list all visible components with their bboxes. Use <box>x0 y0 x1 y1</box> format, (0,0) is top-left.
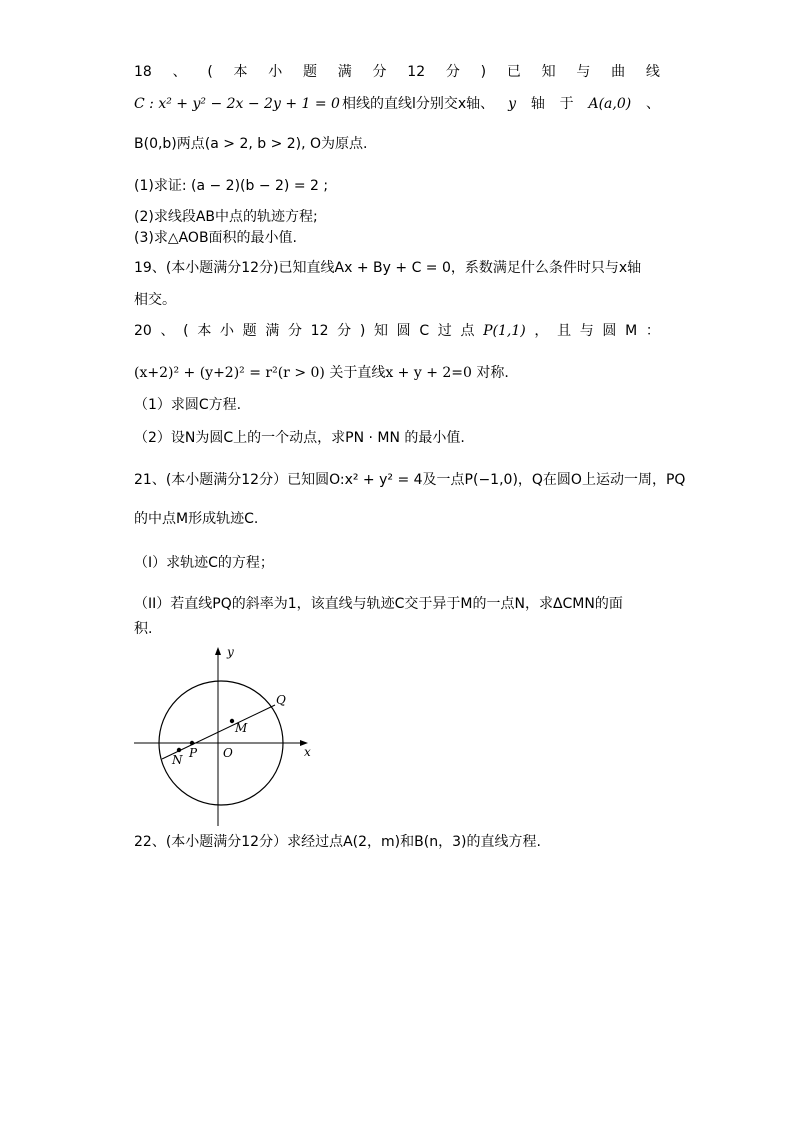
label-n: N <box>172 753 183 767</box>
q18-token: 分 <box>372 64 387 80</box>
label-p: P <box>189 746 198 760</box>
q20-token: ： <box>645 323 660 339</box>
q18-token: ( <box>207 64 213 80</box>
q20-token: 分 <box>288 323 302 339</box>
q20-token: 知 <box>373 323 388 339</box>
q18-part1: (1)求证: (a − 2)(b − 2) = 2 ; <box>134 178 329 194</box>
q20-token: 与 <box>579 323 594 339</box>
point-n <box>177 748 181 752</box>
q20-token: C <box>419 323 430 339</box>
q19-line2: 相交。 <box>134 292 176 308</box>
q20-token: 、 <box>160 323 175 339</box>
q18-part2: (2)求线段AB中点的轨迹方程; <box>134 209 318 225</box>
q18-token: 本 <box>233 64 248 80</box>
q18-title-line <box>134 62 660 82</box>
q18-token: 、 <box>646 96 660 112</box>
q18-token: 与 <box>576 64 591 80</box>
q18-line3: B(0,b)两点(a > 2, b > 2), O为原点. <box>134 136 368 152</box>
q20-token: 题 <box>242 323 257 339</box>
q20-part2: （2）设N为圆C上的一个动点，求PN · MN 的最小值. <box>134 430 465 446</box>
q20-token: 圆 <box>396 323 411 339</box>
q20-token: M <box>625 323 638 339</box>
q18-token: 分 <box>445 64 460 80</box>
label-y: y <box>227 645 234 659</box>
y-axis-arrow <box>215 647 221 655</box>
q18-line2-tail <box>508 94 660 114</box>
q18-token: 小 <box>268 64 283 80</box>
q18-token: 、 <box>172 64 187 80</box>
q22-line1: 22、(本小题满分12分）求经过点A(2，m)和B(n，3)的直线方程. <box>134 834 541 850</box>
q18-token: y <box>508 96 517 112</box>
q20-token: ( <box>183 323 189 339</box>
q18-token: ) <box>480 64 487 80</box>
circle-figure <box>130 642 320 828</box>
point-p <box>190 741 194 745</box>
q18-token: 满 <box>337 64 352 80</box>
q20-token: ) <box>359 323 366 339</box>
label-q: Q <box>276 693 286 707</box>
q20-title-line <box>134 321 660 341</box>
q20-token: 本 <box>197 323 212 339</box>
q20-token: 满 <box>265 323 280 339</box>
q20-token: 圆 <box>602 323 617 339</box>
label-x: x <box>304 745 311 759</box>
q21-line2: 的中点M形成轨迹C. <box>134 511 259 527</box>
q21-line1: 21、(本小题满分12分）已知圆O:x² + y² = 4及一点P(−1,0)，Q在圆O上运动一周，PQ <box>134 472 686 488</box>
q19-line1: 19、(本小题满分12分)已知直线Ax + By + C = 0，系数满足什么条件时只与x轴 <box>134 260 642 276</box>
q20-token: 分 <box>337 323 352 339</box>
q20-part1: （1）求圆C方程. <box>134 397 242 413</box>
q18-token: A(a,0) <box>588 96 632 112</box>
q21-part2-line2: 积. <box>134 621 153 637</box>
q20-token: 过 <box>437 323 452 339</box>
q20-token: 小 <box>219 323 234 339</box>
q18-token: 曲 <box>611 64 626 80</box>
label-m: M <box>235 721 248 735</box>
point-m <box>230 719 234 723</box>
q18-line2-text: 相线的直线l分别交x轴、 <box>341 96 495 112</box>
q18-token: 已 <box>506 64 521 80</box>
q18-curve-equation: C : x² + y² − 2x − 2y + 1 = 0 <box>134 96 340 112</box>
q21-part1: （I）求轨迹C的方程； <box>134 555 274 571</box>
q18-part3: (3)求△AOB面积的最小值. <box>134 230 298 246</box>
q20-token: 且 <box>557 323 572 339</box>
q20-token: ， <box>534 323 549 339</box>
q18-token: 题 <box>303 64 318 80</box>
q18-token: 知 <box>541 64 556 80</box>
q18-token: 18 <box>134 64 152 80</box>
q18-token: 于 <box>559 96 574 112</box>
q18-token: 线 <box>645 64 660 80</box>
q20-token: 20 <box>134 323 152 339</box>
q20-line2: (x+2)² + (y+2)² = r²(r > 0) 关于直线x + y + 2=0 对称. <box>134 365 509 381</box>
q18-line2 <box>134 94 660 114</box>
q20-token: 12 <box>310 323 329 339</box>
q21-part2-line1: （II）若直线PQ的斜率为1，该直线与轨迹C交于异于M的一点N，求ΔCMN的面 <box>134 596 623 612</box>
q20-token: 点 <box>460 323 475 339</box>
q20-token: P(1,1) <box>483 323 526 339</box>
q18-token: 轴 <box>530 96 545 112</box>
q18-token: 12 <box>407 64 426 80</box>
label-o: O <box>223 746 233 760</box>
